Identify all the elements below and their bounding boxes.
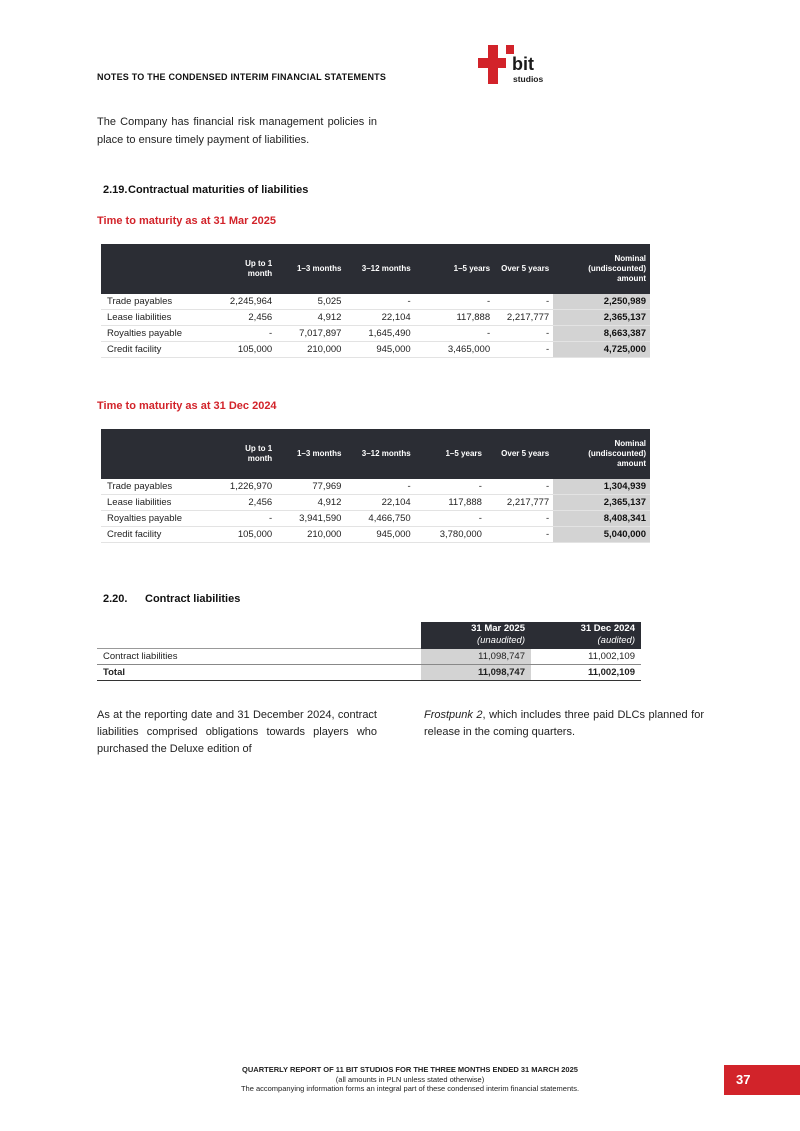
nominal-cell: 1,304,939 — [553, 479, 650, 495]
table-cell: 11,098,747 — [421, 665, 531, 681]
table-cell: 1,226,970 — [215, 479, 276, 495]
table-cell: 945,000 — [345, 527, 414, 543]
header-cell: Nominal (undiscounted) amount — [553, 429, 650, 479]
section-2-20-title: Contract liabilities — [145, 593, 241, 605]
table-cell: - — [486, 479, 553, 495]
section-2-20-number: 2.20. — [103, 593, 128, 605]
table-row — [101, 326, 650, 342]
table-cell: - — [486, 511, 553, 527]
header-cell: Nominal (undiscounted) amount — [553, 244, 650, 294]
table-cell: - — [486, 527, 553, 543]
table-cell: 945,000 — [345, 342, 414, 358]
nominal-cell: 8,408,341 — [553, 511, 650, 527]
section-2-19-title: Contractual maturities of liabilities — [128, 184, 309, 196]
header-cell — [101, 244, 215, 294]
table-cell: - — [494, 342, 553, 358]
body-text-left: As at the reporting date and 31 December 2024, contract liabilities comprised obligations towards players who purchased the Deluxe edition of — [97, 709, 377, 755]
footer-report-title: QUARTERLY REPORT OF 11 BIT STUDIOS FOR THE THREE MONTHS ENDED 31 MARCH 2025 — [242, 1065, 578, 1074]
game-title: Frostpunk 2 — [424, 709, 483, 721]
table-cell: - — [494, 326, 553, 342]
table-row — [101, 342, 650, 358]
table-cell: 117,888 — [415, 310, 494, 326]
row-label: Lease liabilities — [101, 495, 215, 511]
table-cell: 4,466,750 — [345, 511, 414, 527]
footer-disclaimer: The accompanying information forms an integral part of these condensed interim financial statements. — [240, 1084, 580, 1093]
table-cell: 117,888 — [415, 495, 486, 511]
header-cell: Over 5 years — [494, 244, 553, 294]
table-cell: - — [215, 511, 276, 527]
table-header-row — [97, 622, 641, 649]
page-header-title: NOTES TO THE CONDENSED INTERIM FINANCIAL STATEMENTS — [97, 72, 387, 82]
table-cell: 4,912 — [276, 310, 345, 326]
header-cell: 1–5 years — [415, 244, 494, 294]
table-cell: 7,017,897 — [276, 326, 345, 342]
header-cell: 3–12 months — [345, 429, 414, 479]
table-total-row — [97, 665, 641, 681]
header-cell: 1–3 months — [276, 244, 345, 294]
header-date: 31 Mar 2025 — [471, 623, 525, 635]
row-label: Contract liabilities — [97, 649, 421, 665]
table-row — [101, 310, 650, 326]
table-cell: - — [345, 294, 414, 310]
header-cell-dec-2024 — [531, 622, 641, 649]
row-label: Credit facility — [101, 342, 215, 358]
page-number: 37 — [736, 1072, 751, 1087]
table-header-row — [101, 244, 650, 294]
header-audit-status: (audited) — [597, 635, 635, 647]
table-cell: - — [215, 326, 276, 342]
nominal-cell: 2,250,989 — [553, 294, 650, 310]
header-audit-status: (unaudited) — [476, 635, 525, 647]
nominal-cell: 8,663,387 — [553, 326, 650, 342]
header-cell: 3–12 months — [345, 244, 414, 294]
contract-liabilities-table — [97, 622, 641, 681]
table-cell: 210,000 — [276, 342, 345, 358]
table-cell: - — [415, 294, 494, 310]
row-label: Trade payables — [101, 294, 215, 310]
nominal-cell: 4,725,000 — [553, 342, 650, 358]
table-mar-subtitle: Time to maturity as at 31 Mar 2025 — [97, 215, 276, 227]
table-cell: 3,465,000 — [415, 342, 494, 358]
table-cell: 2,217,777 — [486, 495, 553, 511]
page-footer — [200, 1065, 620, 1094]
intro-paragraph: The Company has financial risk management policies in place to ensure timely payment of liabilities. — [97, 116, 377, 146]
header-cell: Up to 1 month — [215, 429, 276, 479]
table-cell: 22,104 — [345, 310, 414, 326]
nominal-cell: 5,040,000 — [553, 527, 650, 543]
table-cell: 3,941,590 — [276, 511, 345, 527]
table-row — [101, 294, 650, 310]
row-label: Credit facility — [101, 527, 215, 543]
header-blank-cell — [97, 622, 421, 649]
table-row — [101, 511, 650, 527]
header-date: 31 Dec 2024 — [580, 623, 635, 635]
table-cell: - — [494, 294, 553, 310]
section-2-19-number: 2.19. — [103, 184, 128, 196]
row-label: Lease liabilities — [101, 310, 215, 326]
table-cell: - — [415, 326, 494, 342]
table-row — [101, 527, 650, 543]
page-number-badge — [724, 1065, 800, 1095]
header-cell — [101, 429, 215, 479]
table-cell: 4,912 — [276, 495, 345, 511]
maturity-table-mar-2025 — [101, 244, 650, 358]
header-cell: Over 5 years — [486, 429, 553, 479]
header-cell: 1–5 years — [415, 429, 486, 479]
table-header-row — [101, 429, 650, 479]
table-cell: - — [415, 511, 486, 527]
table-cell: 11,098,747 — [421, 649, 531, 665]
header-cell: 1–3 months — [276, 429, 345, 479]
table-cell: 2,456 — [215, 310, 276, 326]
table-cell: 2,245,964 — [215, 294, 276, 310]
row-label: Total — [97, 665, 421, 681]
row-label: Trade payables — [101, 479, 215, 495]
table-cell: 77,969 — [276, 479, 345, 495]
company-logo — [476, 42, 556, 86]
table-dec-subtitle: Time to maturity as at 31 Dec 2024 — [97, 400, 277, 412]
table-row — [101, 495, 650, 511]
row-label: Royalties payable — [101, 511, 215, 527]
table-cell: 105,000 — [215, 527, 276, 543]
table-cell: 1,645,490 — [345, 326, 414, 342]
header-cell: Up to 1 month — [215, 244, 276, 294]
table-cell: 5,025 — [276, 294, 345, 310]
body-text-right-rest: , which includes three paid DLCs planned for release in the coming quarters. — [424, 709, 704, 738]
table-cell: 105,000 — [215, 342, 276, 358]
logo-text-bit: bit — [512, 54, 534, 74]
table-cell: 210,000 — [276, 527, 345, 543]
header-cell-mar-2025 — [421, 622, 531, 649]
nominal-cell: 2,365,137 — [553, 495, 650, 511]
table-row — [101, 479, 650, 495]
table-row — [97, 649, 641, 665]
table-cell: 2,217,777 — [494, 310, 553, 326]
body-text-right — [424, 707, 704, 741]
table-cell: - — [345, 479, 414, 495]
maturity-table-dec-2024 — [101, 429, 650, 543]
table-cell: 3,780,000 — [415, 527, 486, 543]
logo-text-studios: studios — [513, 74, 544, 84]
table-cell: 11,002,109 — [531, 649, 641, 665]
table-cell: 2,456 — [215, 495, 276, 511]
table-cell: 11,002,109 — [531, 665, 641, 681]
table-cell: - — [415, 479, 486, 495]
table-cell: 22,104 — [345, 495, 414, 511]
nominal-cell: 2,365,137 — [553, 310, 650, 326]
footer-currency-note: (all amounts in PLN unless stated otherwise) — [335, 1074, 485, 1084]
row-label: Royalties payable — [101, 326, 215, 342]
